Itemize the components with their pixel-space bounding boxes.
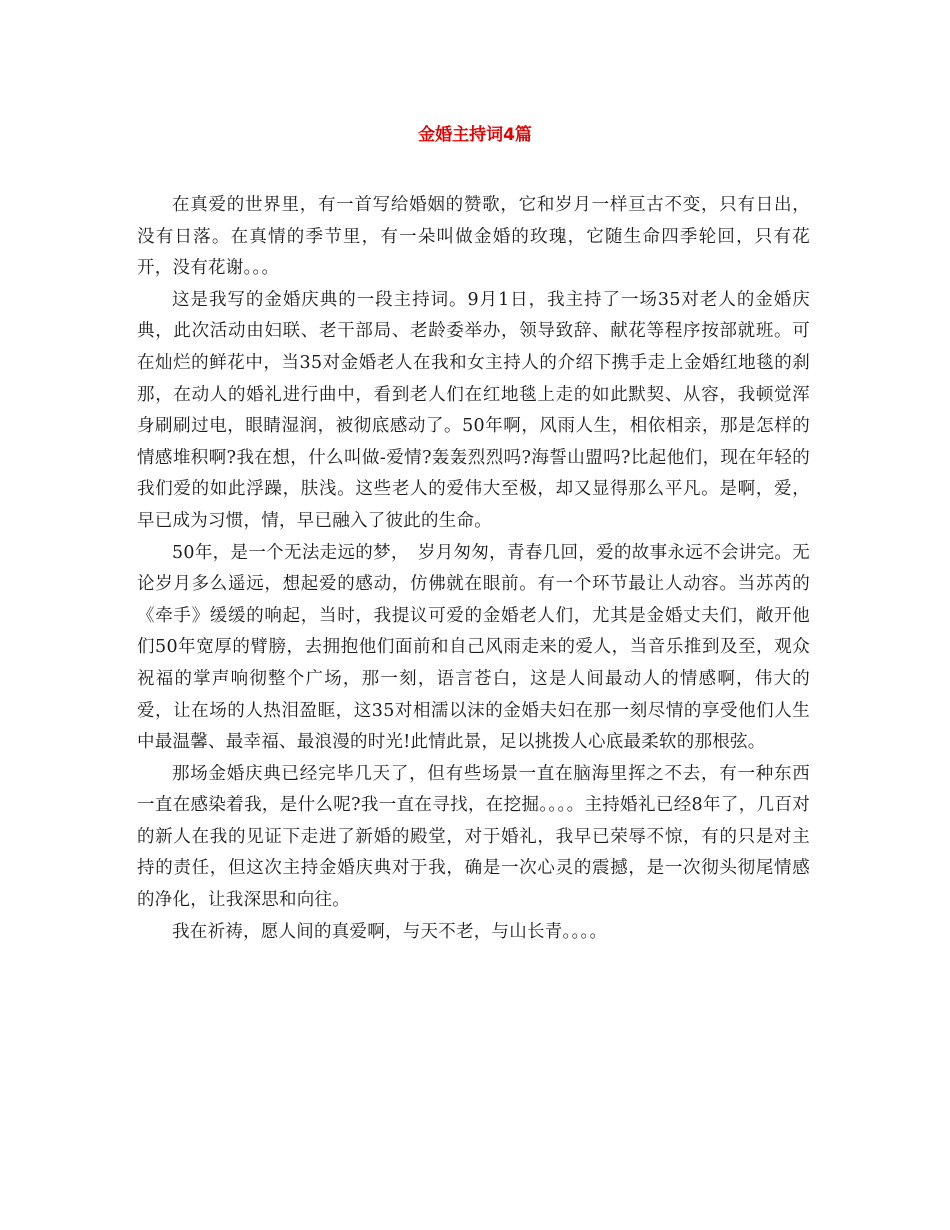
paragraph-1: 在真爱的世界里，有一首写给婚姻的赞歌，它和岁月一样亘古不变，只有日出，没有日落。在真情的季节里，有一朵叫做金婚的玫瑰，它随生命四季轮回，只有花开，没有花谢。。。 (137, 195, 810, 279)
document-title: 金婚主持词4篇 (418, 125, 532, 145)
paragraph-4: 那场金婚庆典已经完毕几天了，但有些场景一直在脑海里挥之不去，有一种东西一直在感染着我，是什么呢?我一直在寻找，在挖掘。。。。主持婚礼已经8年了，几百对的新人在我的见证下走进了新婚的殿堂，对于婚礼，我早已荣辱不惊，有的只是对主持的责任，但这次主持金婚庆典对于我，确是一次心灵的震撼，是一次彻头彻尾情感的净化，让我深思和向往。 (137, 763, 810, 911)
document-body (137, 190, 810, 948)
paragraph-2: 这是我写的金婚庆典的一段主持词。9月1日，我主持了一场35对老人的金婚庆典，此次活动由妇联、老干部局、老龄委举办，领导致辞、献花等程序按部就班。可在灿烂的鲜花中，当35对金婚老人在我和女主持人的介绍下携手走上金婚红地毯的刹那，在动人的婚礼进行曲中，看到老人们在红地毯上走的如此默契、从容，我顿觉浑身刷刷过电，眼睛湿润，被彻底感动了。50年啊，风雨人生，相依相亲，那是怎样的情感堆积啊?我在想，什么叫做-爱情?轰轰烈烈吗?海誓山盟吗?比起他们，现在年轻的我们爱的如此浮躁，肤浅。这些老人的爱伟大至极，却又显得那么平凡。是啊，爱，早已成为习惯，情，早已融入了彼此的生命。 (137, 289, 810, 531)
paragraph-3: 50年，是一个无法走远的梦， 岁月匆匆，青春几回，爱的故事永远不会讲完。无论岁月多么遥远，想起爱的感动，仿佛就在眼前。有一个环节最让人动容。当苏芮的《牵手》缓缓的响起，当时，我提议可爱的金婚老人们，尤其是金婚丈夫们，敞开他们50年宽厚的臂膀，去拥抱他们面前和自己风雨走来的爱人，当音乐推到及至，观众祝福的掌声响彻整个广场，那一刻，语言苍白，这是人间最动人的情感啊，伟大的爱，让在场的人热泪盈眶，这35对相濡以沫的金婚夫妇在那一刻尽情的享受他们人生中最温馨、最幸福、最浪漫的时光!此情此景，足以挑拨人心底最柔软的那根弦。 (137, 542, 810, 753)
paragraph-5: 我在祈祷，愿人间的真爱啊，与天不老，与山长青。。。。 (172, 921, 608, 942)
